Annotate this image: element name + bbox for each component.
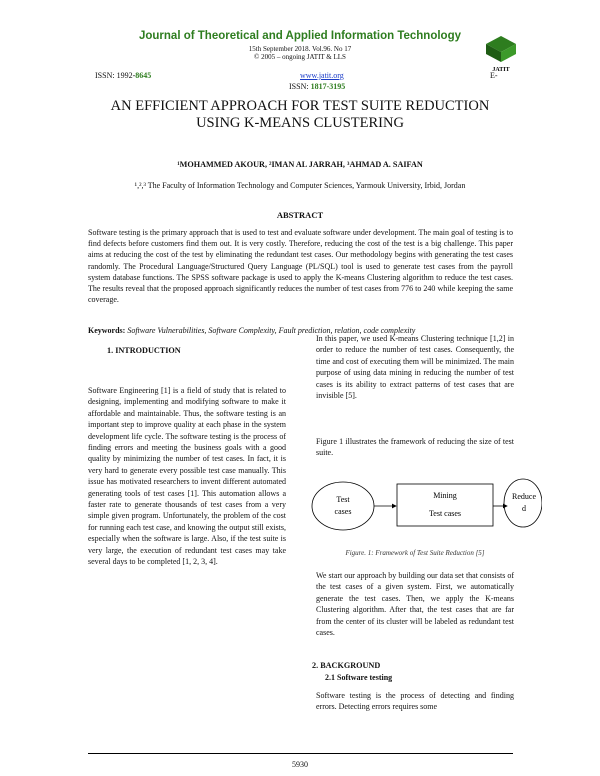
right-paragraph-4: Software testing is the process of detecting and finding errors. Detecting errors requires some (316, 691, 514, 712)
page-number: 5930 (292, 760, 308, 769)
svg-text:Test: Test (336, 495, 350, 504)
intro-paragraph: Software Engineering [1] is a field of study that is related to designing, implementing and modifying software to make it affordable and maintainable. Thus, the software testing is an important step to improve quality at each phase in the system development life cycle. The software testing is the process of finding errors and meeting the business goals with a good quality by minimizing the number of test cases. In fact, it is very hard to generate every possible test case manually. This issue has motivated researchers to invent different automated generating tools of test cases [1]. This automation allows a faster rate to generate thousands of test cases from a very simple given program. Unfortunately, the problem of the cost for running each test case, and knowing the output still exists, especially when the software is large. Also, if the test suite is very large, the execution of redundant test cases may take several days to be completed [1, 2, 3, 4]. (88, 386, 286, 567)
abstract-text: Software testing is the primary approach that is used to test and evaluate software under development. The main goal of testing is to find defects before customers find them out. It is very costly. Therefore, reducing the cost of the test is a big challenge. This paper aims at reducing the cost of the test by eliminating the redundant test cases. Our methodology begins with generating the test cases randomly. The Procedural Language/Structured Query Language (PL/SQL) tool is used to generate test cases from the payroll system database functions. The SPSS software package is used to apply the K-means Clustering algorithm to reduce the test cases. The results reveal that the proposed approach significantly reduces the number of test cases from 776 to 240 while keeping the same coverage. (88, 228, 513, 305)
abstract-heading: ABSTRACT (276, 210, 324, 220)
footer-rule (88, 753, 513, 754)
journal-title: Journal of Theoretical and Applied Information Technology (138, 30, 462, 42)
node-test-cases (312, 482, 374, 530)
svg-text:cases: cases (334, 507, 352, 516)
node-reduced (504, 479, 542, 527)
issue-info: 15th September 2018. Vol.96. No 17 (248, 45, 352, 53)
copyright-line: © 2005 – ongoing JATIT & LLS (254, 53, 346, 61)
right-paragraph-2: Figure 1 illustrates the framework of reducing the size of test suite. (316, 437, 514, 458)
intro-heading: 1. INTRODUCTION (107, 346, 181, 355)
right-paragraph-3: We start our approach by building our data set that consists of the test cases of a given system. First, we automatically generate the test cases. Then, we apply the K-means Clustering algorithm. After that, the test cases that are far from the center of its cluster will be labeled as redundant test cases. (316, 571, 514, 638)
eissn-prefix: E- (490, 71, 498, 80)
keywords: Keywords: Software Vulnerabilities, Software Complexity, Fault prediction, relation, code complexity (88, 326, 416, 335)
website-link[interactable]: www.jatit.org (300, 71, 344, 80)
software-testing-subheading: 2.1 Software testing (325, 673, 393, 682)
eissn: ISSN: 1817-3195 (289, 82, 346, 91)
paper-title: AN EFFICIENT APPROACH FOR TEST SUITE REDUCTION USING K-MEANS CLUSTERING (110, 98, 490, 131)
svg-text:Test cases: Test cases (428, 509, 462, 518)
right-paragraph-1: In this paper, we used K-means Clustering technique [1,2] in order to reduce the number of test cases. Consequently, the time and cost of executing them will be minimized. The main purpose of using data mining in reducing the number of test cases is its ability to extract patterns of test cases that are invisible [5]. (316, 334, 514, 401)
svg-text:Reduce: Reduce (512, 492, 536, 501)
background-heading: 2. BACKGROUND (312, 661, 381, 670)
logo-text: JATIT (492, 67, 510, 73)
issn: ISSN: 1992-8645 (95, 71, 152, 80)
svg-text:Mining: Mining (433, 491, 457, 500)
authors: ¹MOHAMMED AKOUR, ²IMAN AL JARRAH, ³AHMAD A. SAIFAN (177, 160, 423, 169)
framework-figure (308, 470, 542, 542)
jatit-logo (478, 34, 524, 74)
svg-text:d: d (522, 504, 526, 513)
figure-caption: Figure. 1: Framework of Test Suite Reduction [5] (345, 549, 485, 557)
affiliation: ¹,²,³ The Faculty of Information Technology and Computer Sciences, Yarmouk University, Irbid, Jordan (134, 181, 466, 190)
